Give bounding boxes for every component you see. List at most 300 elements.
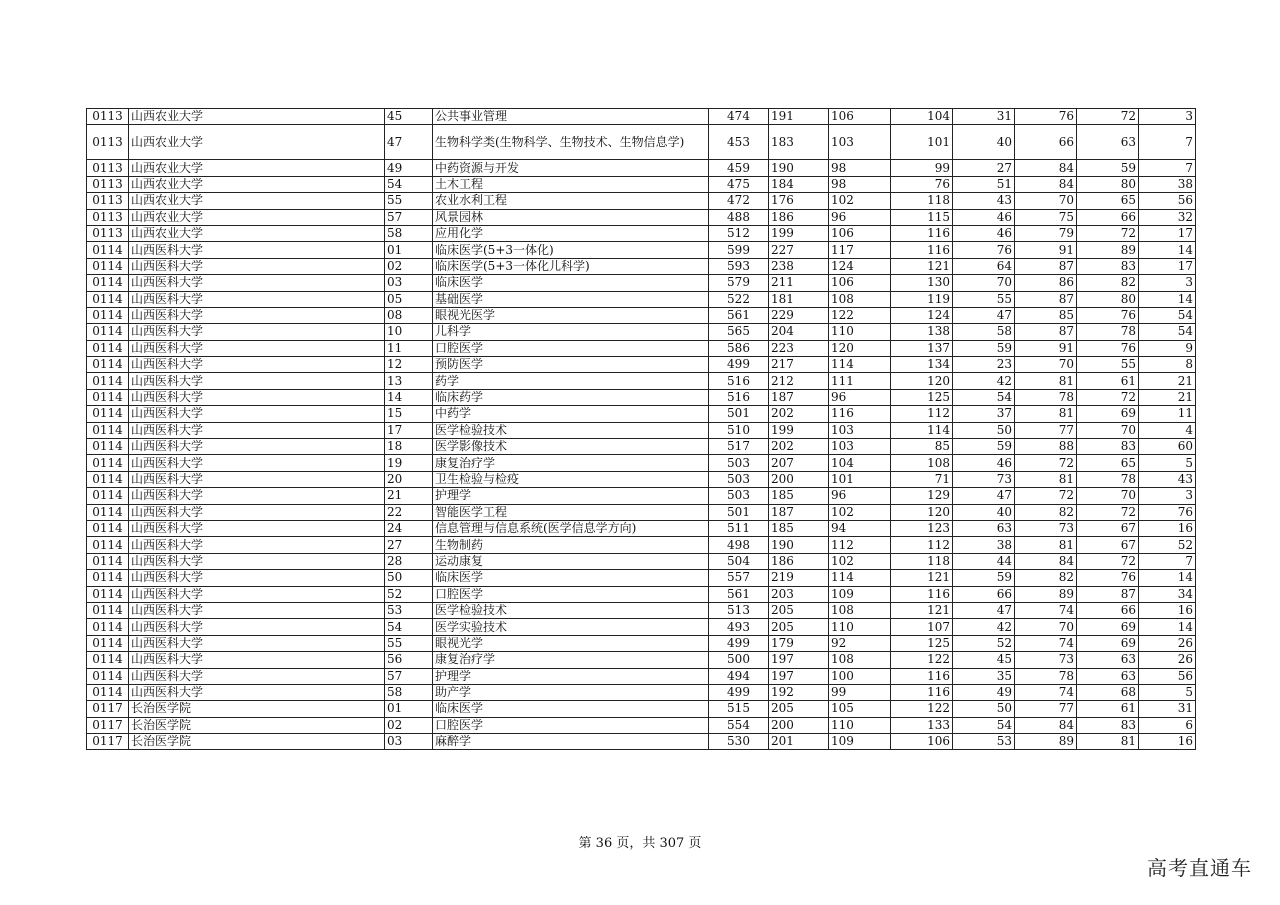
major-name-cell: 麻醉学 (433, 734, 709, 750)
school-code-cell: 0114 (87, 635, 129, 651)
table-row (87, 602, 1196, 618)
score-cell: 63 (1077, 652, 1139, 668)
school-code-cell: 0113 (87, 209, 129, 225)
school-code-cell: 0114 (87, 422, 129, 438)
score-cell: 80 (1077, 291, 1139, 307)
major-code-cell: 02 (385, 717, 433, 733)
score-cell: 63 (1077, 125, 1139, 160)
school-code-cell: 0114 (87, 520, 129, 536)
score-cell: 74 (1015, 635, 1077, 651)
score-cell: 137 (891, 340, 953, 356)
school-code-cell: 0113 (87, 109, 129, 125)
school-code-cell: 0117 (87, 734, 129, 750)
score-cell: 116 (891, 668, 953, 684)
score-cell: 43 (1139, 471, 1196, 487)
school-name-cell: 山西医科大学 (129, 258, 385, 274)
major-code-cell: 17 (385, 422, 433, 438)
total-score-cell: 593 (709, 258, 769, 274)
school-code-cell: 0114 (87, 602, 129, 618)
table-row (87, 668, 1196, 684)
total-score-cell: 512 (709, 225, 769, 241)
total-score-cell: 561 (709, 307, 769, 323)
table-row (87, 373, 1196, 389)
score-cell: 14 (1139, 291, 1196, 307)
score-cell: 26 (1139, 635, 1196, 651)
school-code-cell: 0114 (87, 619, 129, 635)
major-name-cell: 农业水利工程 (433, 193, 709, 209)
total-score-cell: 453 (709, 125, 769, 160)
score-cell: 104 (891, 109, 953, 125)
school-name-cell: 山西医科大学 (129, 602, 385, 618)
score-cell: 3 (1139, 109, 1196, 125)
major-code-cell: 03 (385, 275, 433, 291)
score-cell: 200 (769, 717, 829, 733)
score-cell: 101 (829, 471, 891, 487)
score-cell: 54 (1139, 307, 1196, 323)
score-cell: 70 (1077, 488, 1139, 504)
table-row (87, 125, 1196, 160)
school-code-cell: 0113 (87, 225, 129, 241)
score-cell: 21 (1139, 373, 1196, 389)
major-name-cell: 运动康复 (433, 553, 709, 569)
school-code-cell: 0114 (87, 389, 129, 405)
major-name-cell: 眼视光医学 (433, 307, 709, 323)
major-code-cell: 10 (385, 324, 433, 340)
table-row (87, 160, 1196, 176)
table-row (87, 635, 1196, 651)
major-name-cell: 生物科学类(生物科学、生物技术、生物信息学) (433, 125, 709, 160)
table-row (87, 193, 1196, 209)
score-cell: 86 (1015, 275, 1077, 291)
score-cell: 98 (829, 176, 891, 192)
major-code-cell: 54 (385, 619, 433, 635)
score-cell: 89 (1015, 586, 1077, 602)
score-cell: 108 (829, 602, 891, 618)
major-name-cell: 临床医学(5+3一体化儿科学) (433, 258, 709, 274)
score-cell: 120 (891, 373, 953, 389)
major-code-cell: 49 (385, 160, 433, 176)
score-cell: 44 (953, 553, 1015, 569)
major-name-cell: 公共事业管理 (433, 109, 709, 125)
score-cell: 63 (1077, 668, 1139, 684)
score-cell: 205 (769, 619, 829, 635)
score-cell: 197 (769, 652, 829, 668)
score-cell: 72 (1077, 553, 1139, 569)
score-cell: 106 (829, 225, 891, 241)
score-cell: 66 (1077, 602, 1139, 618)
score-cell: 122 (891, 652, 953, 668)
score-cell: 108 (829, 652, 891, 668)
major-name-cell: 中药资源与开发 (433, 160, 709, 176)
major-code-cell: 53 (385, 602, 433, 618)
score-cell: 78 (1077, 471, 1139, 487)
total-score-cell: 501 (709, 406, 769, 422)
score-cell: 204 (769, 324, 829, 340)
score-cell: 118 (891, 193, 953, 209)
score-cell: 72 (1077, 225, 1139, 241)
school-name-cell: 长治医学院 (129, 734, 385, 750)
score-cell: 108 (891, 455, 953, 471)
score-cell: 43 (953, 193, 1015, 209)
major-name-cell: 护理学 (433, 488, 709, 504)
score-cell: 120 (891, 504, 953, 520)
score-cell: 223 (769, 340, 829, 356)
school-name-cell: 山西医科大学 (129, 373, 385, 389)
school-code-cell: 0114 (87, 471, 129, 487)
major-code-cell: 58 (385, 225, 433, 241)
score-cell: 124 (829, 258, 891, 274)
major-code-cell: 01 (385, 242, 433, 258)
total-score-cell: 504 (709, 553, 769, 569)
score-cell: 85 (891, 439, 953, 455)
school-name-cell: 山西医科大学 (129, 471, 385, 487)
total-score-cell: 516 (709, 389, 769, 405)
total-score-cell: 503 (709, 455, 769, 471)
total-score-cell: 586 (709, 340, 769, 356)
score-cell: 112 (891, 406, 953, 422)
school-code-cell: 0114 (87, 652, 129, 668)
major-name-cell: 临床医学 (433, 570, 709, 586)
major-code-cell: 56 (385, 652, 433, 668)
school-name-cell: 山西医科大学 (129, 406, 385, 422)
score-cell: 104 (829, 455, 891, 471)
school-name-cell: 长治医学院 (129, 717, 385, 733)
major-code-cell: 55 (385, 635, 433, 651)
score-cell: 17 (1139, 258, 1196, 274)
major-code-cell: 13 (385, 373, 433, 389)
school-name-cell: 山西医科大学 (129, 455, 385, 471)
score-cell: 52 (953, 635, 1015, 651)
score-cell: 6 (1139, 717, 1196, 733)
score-cell: 80 (1077, 176, 1139, 192)
score-cell: 7 (1139, 160, 1196, 176)
score-cell: 133 (891, 717, 953, 733)
major-code-cell: 12 (385, 357, 433, 373)
major-code-cell: 18 (385, 439, 433, 455)
score-cell: 121 (891, 258, 953, 274)
major-name-cell: 儿科学 (433, 324, 709, 340)
score-cell: 122 (891, 701, 953, 717)
table-row (87, 488, 1196, 504)
score-cell: 83 (1077, 258, 1139, 274)
school-name-cell: 山西农业大学 (129, 176, 385, 192)
score-cell: 122 (829, 307, 891, 323)
score-cell: 69 (1077, 619, 1139, 635)
score-cell: 96 (829, 209, 891, 225)
score-cell: 76 (953, 242, 1015, 258)
major-name-cell: 风景园林 (433, 209, 709, 225)
table-row (87, 471, 1196, 487)
score-cell: 121 (891, 602, 953, 618)
score-cell: 16 (1139, 734, 1196, 750)
school-name-cell: 山西医科大学 (129, 307, 385, 323)
score-cell: 114 (829, 357, 891, 373)
major-code-cell: 22 (385, 504, 433, 520)
score-cell: 73 (1015, 652, 1077, 668)
school-name-cell: 山西医科大学 (129, 537, 385, 553)
score-cell: 176 (769, 193, 829, 209)
school-name-cell: 山西医科大学 (129, 488, 385, 504)
total-score-cell: 511 (709, 520, 769, 536)
score-cell: 202 (769, 439, 829, 455)
major-name-cell: 卫生检验与检疫 (433, 471, 709, 487)
table-row (87, 520, 1196, 536)
school-code-cell: 0114 (87, 357, 129, 373)
score-cell: 46 (953, 225, 1015, 241)
total-score-cell: 579 (709, 275, 769, 291)
table-row (87, 537, 1196, 553)
total-score-cell: 516 (709, 373, 769, 389)
score-cell: 81 (1015, 537, 1077, 553)
score-cell: 21 (1139, 389, 1196, 405)
school-code-cell: 0114 (87, 455, 129, 471)
score-cell: 130 (891, 275, 953, 291)
score-cell: 91 (1015, 242, 1077, 258)
score-cell: 47 (953, 602, 1015, 618)
total-score-cell: 498 (709, 537, 769, 553)
total-score-cell: 565 (709, 324, 769, 340)
score-cell: 83 (1077, 439, 1139, 455)
score-cell: 37 (953, 406, 1015, 422)
table-row (87, 570, 1196, 586)
major-name-cell: 康复治疗学 (433, 455, 709, 471)
school-name-cell: 山西医科大学 (129, 619, 385, 635)
major-code-cell: 15 (385, 406, 433, 422)
score-cell: 66 (953, 586, 1015, 602)
score-cell: 60 (1139, 439, 1196, 455)
major-code-cell: 19 (385, 455, 433, 471)
major-code-cell: 57 (385, 668, 433, 684)
score-cell: 92 (829, 635, 891, 651)
school-name-cell: 山西医科大学 (129, 357, 385, 373)
table-row (87, 324, 1196, 340)
major-name-cell: 临床医学 (433, 701, 709, 717)
score-cell: 76 (1077, 307, 1139, 323)
major-code-cell: 08 (385, 307, 433, 323)
score-cell: 211 (769, 275, 829, 291)
table-row (87, 455, 1196, 471)
score-cell: 117 (829, 242, 891, 258)
score-cell: 106 (891, 734, 953, 750)
table-row (87, 619, 1196, 635)
score-cell: 73 (953, 471, 1015, 487)
total-score-cell: 499 (709, 635, 769, 651)
score-cell: 102 (829, 504, 891, 520)
major-name-cell: 护理学 (433, 668, 709, 684)
school-name-cell: 山西医科大学 (129, 324, 385, 340)
score-cell: 50 (953, 701, 1015, 717)
score-cell: 55 (1077, 357, 1139, 373)
total-score-cell: 530 (709, 734, 769, 750)
score-cell: 74 (1015, 684, 1077, 700)
score-cell: 69 (1077, 635, 1139, 651)
school-name-cell: 山西医科大学 (129, 635, 385, 651)
score-cell: 61 (1077, 373, 1139, 389)
major-name-cell: 智能医学工程 (433, 504, 709, 520)
score-cell: 124 (891, 307, 953, 323)
score-cell: 84 (1015, 160, 1077, 176)
score-cell: 73 (1015, 520, 1077, 536)
score-cell: 99 (829, 684, 891, 700)
score-cell: 3 (1139, 275, 1196, 291)
school-name-cell: 山西农业大学 (129, 193, 385, 209)
total-score-cell: 503 (709, 471, 769, 487)
school-name-cell: 山西医科大学 (129, 504, 385, 520)
score-cell: 118 (891, 553, 953, 569)
major-code-cell: 14 (385, 389, 433, 405)
score-cell: 38 (953, 537, 1015, 553)
school-name-cell: 山西农业大学 (129, 209, 385, 225)
school-code-cell: 0114 (87, 242, 129, 258)
score-cell: 64 (953, 258, 1015, 274)
score-cell: 199 (769, 225, 829, 241)
major-code-cell: 45 (385, 109, 433, 125)
score-cell: 112 (891, 537, 953, 553)
score-cell: 78 (1015, 389, 1077, 405)
score-cell: 49 (953, 684, 1015, 700)
total-score-cell: 499 (709, 357, 769, 373)
score-cell: 183 (769, 125, 829, 160)
school-name-cell: 山西医科大学 (129, 570, 385, 586)
score-cell: 103 (829, 439, 891, 455)
score-cell: 205 (769, 602, 829, 618)
score-cell: 72 (1077, 504, 1139, 520)
score-cell: 105 (829, 701, 891, 717)
score-cell: 87 (1077, 586, 1139, 602)
score-cell: 45 (953, 652, 1015, 668)
score-cell: 110 (829, 717, 891, 733)
school-code-cell: 0114 (87, 291, 129, 307)
school-code-cell: 0114 (87, 586, 129, 602)
score-cell: 9 (1139, 340, 1196, 356)
score-cell: 84 (1015, 176, 1077, 192)
total-score-cell: 493 (709, 619, 769, 635)
score-cell: 61 (1077, 701, 1139, 717)
table-row (87, 684, 1196, 700)
table-row (87, 176, 1196, 192)
score-cell: 185 (769, 520, 829, 536)
score-cell: 238 (769, 258, 829, 274)
score-cell: 16 (1139, 602, 1196, 618)
score-cell: 72 (1077, 389, 1139, 405)
score-cell: 63 (953, 520, 1015, 536)
score-cell: 81 (1015, 373, 1077, 389)
school-code-cell: 0113 (87, 125, 129, 160)
score-cell: 40 (953, 504, 1015, 520)
score-cell: 77 (1015, 422, 1077, 438)
score-cell: 59 (953, 570, 1015, 586)
score-cell: 47 (953, 488, 1015, 504)
school-code-cell: 0114 (87, 504, 129, 520)
total-score-cell: 599 (709, 242, 769, 258)
major-name-cell: 预防医学 (433, 357, 709, 373)
score-cell: 66 (1077, 209, 1139, 225)
score-cell: 112 (829, 537, 891, 553)
total-score-cell: 499 (709, 684, 769, 700)
table-row (87, 406, 1196, 422)
score-cell: 82 (1015, 570, 1077, 586)
score-cell: 114 (891, 422, 953, 438)
score-cell: 11 (1139, 406, 1196, 422)
major-code-cell: 28 (385, 553, 433, 569)
score-cell: 103 (829, 125, 891, 160)
school-code-cell: 0114 (87, 258, 129, 274)
page-number: 第 36 页，共 307 页 (578, 836, 702, 851)
score-cell: 110 (829, 619, 891, 635)
score-cell: 82 (1077, 275, 1139, 291)
total-score-cell: 510 (709, 422, 769, 438)
score-cell: 187 (769, 389, 829, 405)
score-cell: 116 (891, 684, 953, 700)
score-cell: 78 (1077, 324, 1139, 340)
school-code-cell: 0114 (87, 668, 129, 684)
score-cell: 203 (769, 586, 829, 602)
score-cell: 68 (1077, 684, 1139, 700)
major-name-cell: 眼视光学 (433, 635, 709, 651)
score-cell: 65 (1077, 455, 1139, 471)
score-cell: 32 (1139, 209, 1196, 225)
score-cell: 74 (1015, 602, 1077, 618)
score-cell: 115 (891, 209, 953, 225)
score-cell: 54 (1139, 324, 1196, 340)
school-code-cell: 0114 (87, 373, 129, 389)
score-cell: 69 (1077, 406, 1139, 422)
major-name-cell: 基础医学 (433, 291, 709, 307)
school-name-cell: 山西医科大学 (129, 553, 385, 569)
score-table (86, 108, 1196, 750)
table-row (87, 701, 1196, 717)
score-cell: 199 (769, 422, 829, 438)
score-cell: 108 (829, 291, 891, 307)
score-cell: 192 (769, 684, 829, 700)
score-cell: 207 (769, 455, 829, 471)
score-cell: 110 (829, 324, 891, 340)
school-name-cell: 山西农业大学 (129, 160, 385, 176)
school-code-cell: 0114 (87, 553, 129, 569)
score-cell: 76 (891, 176, 953, 192)
major-name-cell: 临床医学 (433, 275, 709, 291)
score-cell: 116 (891, 225, 953, 241)
major-code-cell: 02 (385, 258, 433, 274)
score-cell: 5 (1139, 684, 1196, 700)
score-cell: 212 (769, 373, 829, 389)
school-name-cell: 山西医科大学 (129, 340, 385, 356)
score-cell: 134 (891, 357, 953, 373)
major-name-cell: 口腔医学 (433, 586, 709, 602)
score-cell: 4 (1139, 422, 1196, 438)
score-cell: 82 (1015, 504, 1077, 520)
table-row (87, 439, 1196, 455)
school-code-cell: 0114 (87, 406, 129, 422)
school-code-cell: 0114 (87, 488, 129, 504)
score-cell: 59 (1077, 160, 1139, 176)
score-cell: 99 (891, 160, 953, 176)
score-cell: 17 (1139, 225, 1196, 241)
score-cell: 190 (769, 537, 829, 553)
table-row (87, 109, 1196, 125)
score-cell: 114 (829, 570, 891, 586)
score-cell: 184 (769, 176, 829, 192)
major-code-cell: 27 (385, 537, 433, 553)
score-cell: 66 (1015, 125, 1077, 160)
school-name-cell: 山西医科大学 (129, 439, 385, 455)
score-cell: 109 (829, 734, 891, 750)
score-cell: 85 (1015, 307, 1077, 323)
score-cell: 58 (953, 324, 1015, 340)
school-name-cell: 山西农业大学 (129, 125, 385, 160)
major-name-cell: 康复治疗学 (433, 652, 709, 668)
score-cell: 72 (1077, 109, 1139, 125)
